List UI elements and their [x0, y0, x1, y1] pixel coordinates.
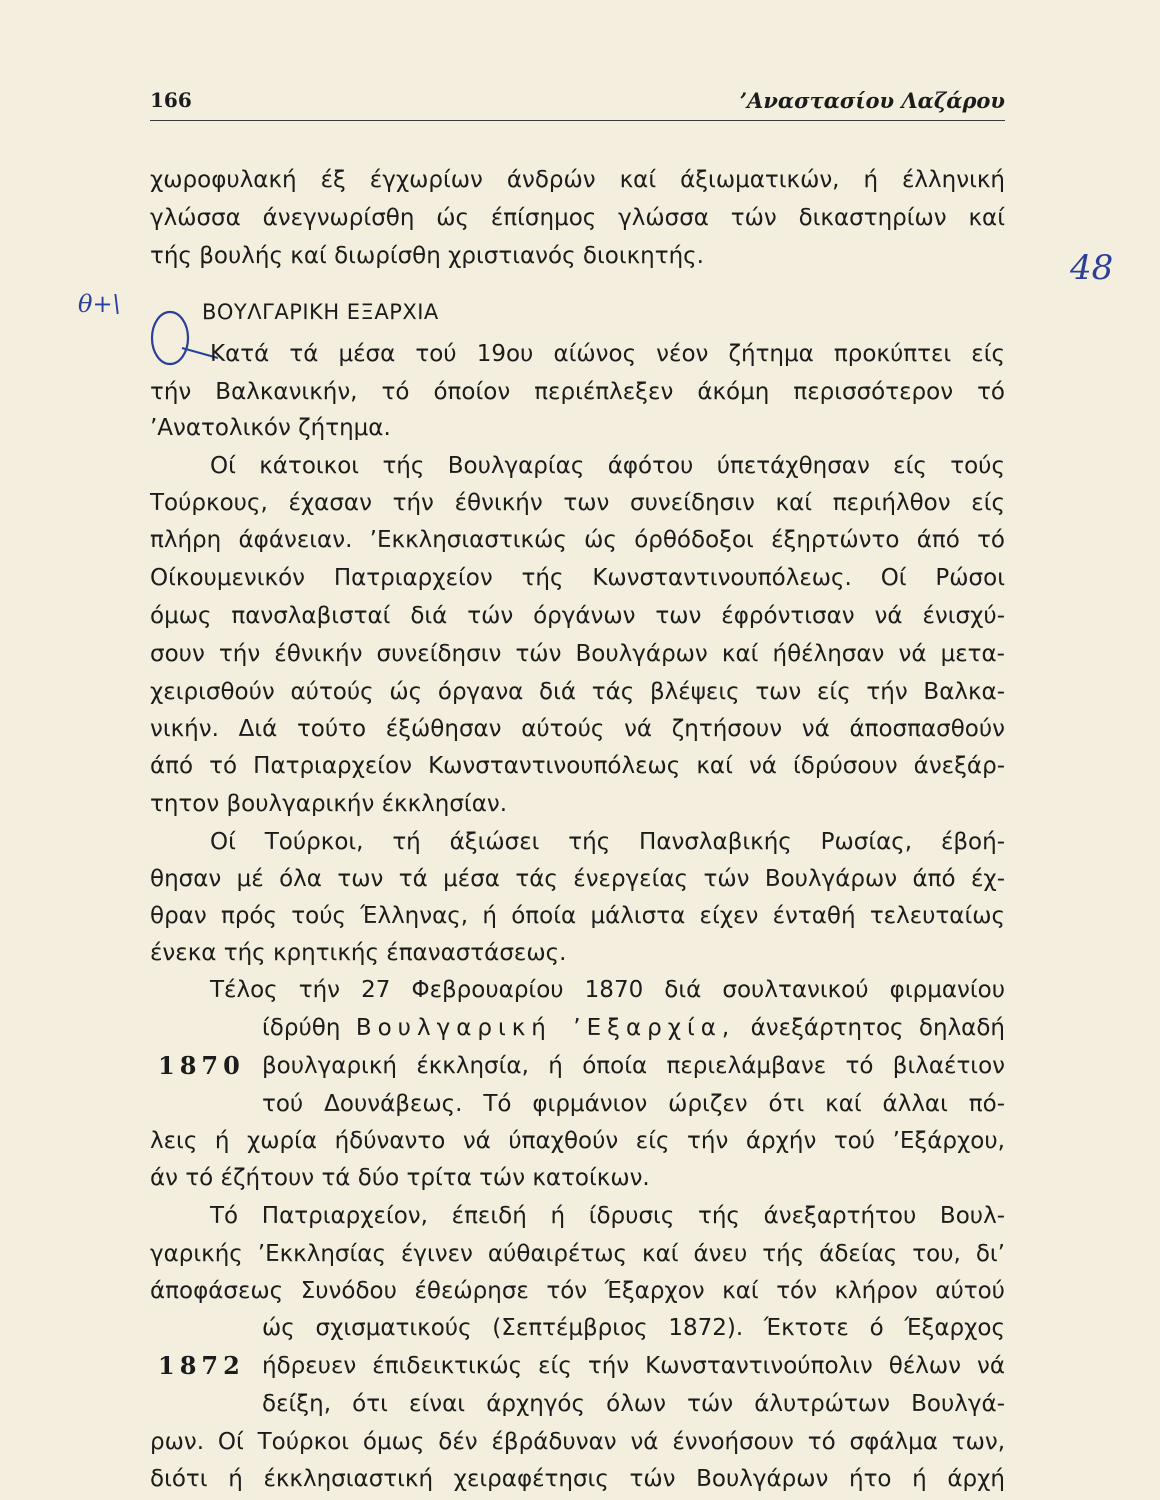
text-line: γαρικής ’Εκκλησίας έγινεν αύθαιρέτως καί άνευ τής άδείας του, δι’	[150, 1241, 1005, 1267]
text-line: άποφάσεως Συνόδου έθεώρησε τόν Έξαρχον καί τόν κλήρον αύτού	[150, 1278, 1005, 1304]
text-line: Κατά τά μέσα τού 19ου αίώνος νέον ζήτημα προκύπτει είς	[210, 341, 1005, 367]
running-head: ’Αναστασίου Λαζάρου	[739, 88, 1005, 113]
text-line: σουν τήν έθνικήν συνείδησιν τών Βουλγάρων καί ήθέλησαν νά μετα-	[150, 641, 1005, 667]
text-line: τήν Βαλκανικήν, τό όποίον περιέπλεξεν άκόμη περισσότερον τό	[150, 379, 1005, 405]
text-line: χειρισθούν αύτούς ώς όργανα διά τάς βλέψεις των είς τήν Βαλκα-	[150, 679, 1005, 705]
handwritten-annotation: 48	[1070, 248, 1114, 288]
handwritten-annotation: θ+\	[78, 290, 121, 318]
text-line: Οί Τούρκοι, τή άξιώσει τής Πανσλαβικής Ρωσίας, έβοή-	[210, 829, 1005, 855]
text-line: νικήν. Διά τούτο έξώθησαν αύτούς νά ζητήσουν νά άποσπασθούν	[150, 716, 1005, 742]
text-line: θραν πρός τούς Έλληνας, ή όποία μάλιστα είχεν ένταθή τελευταίως	[150, 903, 1005, 929]
margin-year: 1872	[158, 1351, 245, 1380]
text-run: άνεξάρτητος δηλαδή	[735, 1015, 1005, 1041]
text-line	[262, 1010, 1005, 1046]
page-number: 166	[150, 88, 192, 112]
text-line: Οί κάτοικοι τής Βουλγαρίας άφότου ύπετάχθησαν είς τούς	[210, 453, 1005, 479]
text-line: χωροφυλακή έξ έγχωρίων άνδρών καί άξιωματικών, ή έλληνική	[150, 167, 1005, 193]
text-line: όμως πανσλαβισταί διά τών όργάνων των έφρόντισαν νά ένισχύ-	[150, 603, 1005, 629]
text-line: δείξη, ότι είναι άρχηγός όλων τών άλυτρώτων Βουλγά-	[262, 1391, 1005, 1417]
page-header	[150, 88, 1005, 118]
text-line: τητον βουλγαρικήν έκκλησίαν.	[150, 791, 508, 817]
text-line: θησαν μέ όλα των τά μέσα τάς ένεργείας τών Βουλγάρων άπό έχ-	[150, 866, 1005, 892]
text-line: τής βουλής καί διωρίσθη χριστιανός διοικητής.	[150, 243, 704, 269]
margin-year: 1870	[158, 1051, 245, 1080]
text-line: Τέλος τήν 27 Φεβρουαρίου 1870 διά σουλτανικού φιρμανίου	[210, 977, 1005, 1003]
text-line: άν τό έζήτουν τά δύο τρίτα τών κατοίκων.	[150, 1165, 650, 1191]
text-line: ’Ανατολικόν ζήτημα.	[150, 415, 391, 441]
text-line: ήδρευεν έπιδεικτικώς είς τήν Κωνσταντινούπολιν θέλων νά	[262, 1353, 1005, 1379]
header-rule	[150, 120, 1005, 121]
text-line: πλήρη άφάνειαν. ’Εκκλησιαστικώς ώς όρθόδοξοι έξηρτώντο άπό τό	[150, 527, 1005, 553]
text-line: τού Δουνάβεως. Τό φιρμάνιον ώριζεν ότι καί άλλαι πό-	[262, 1091, 1005, 1117]
text-line: λεις ή χωρία ήδύναντο νά ύπαχθούν είς τήν άρχήν τού ’Εξάρχου,	[150, 1128, 1005, 1154]
text-line: διότι ή έκκλησιαστική χειραφέτησις τών Βουλγάρων ήτο ή άρχή	[150, 1466, 1005, 1492]
text-run: ίδρύθη	[262, 1015, 356, 1041]
text-line: ρων. Οί Τούρκοι όμως δέν έβράδυναν νά έννοήσουν τό σφάλμα των,	[150, 1429, 1005, 1455]
section-heading: ΒΟΥΛΓΑΡΙΚΗ ΕΞΑΡΧΙΑ	[202, 300, 439, 324]
text-line: ώς σχισματικούς (Σεπτέμβριος 1872). Έκτοτε ό Έξαρχος	[262, 1315, 1005, 1341]
text-line: Οίκουμενικόν Πατριαρχείον τής Κωνσταντινουπόλεως. Οί Ρώσοι	[150, 565, 1005, 591]
spaced-term: Βουλγαρική ’Εξαρχία,	[355, 1015, 736, 1041]
text-line: ένεκα τής κρητικής έπαναστάσεως.	[150, 940, 567, 966]
text-line: Τό Πατριαρχείον, έπειδή ή ίδρυσις τής άνεξαρτήτου Βουλ-	[210, 1203, 1005, 1229]
text-line: Τούρκους, έχασαν τήν έθνικήν των συνείδησιν καί περιήλθον είς	[150, 490, 1005, 516]
text-line: άπό τό Πατριαρχείον Κωνσταντινουπόλεως καί νά ίδρύσουν άνεξάρ-	[150, 753, 1005, 779]
text-line: γλώσσα άνεγνωρίσθη ώς έπίσημος γλώσσα τών δικαστηρίων καί	[150, 205, 1005, 231]
text-line: βουλγαρική έκκλησία, ή όποία περιελάμβανε τό βιλαέτιον	[262, 1053, 1005, 1079]
